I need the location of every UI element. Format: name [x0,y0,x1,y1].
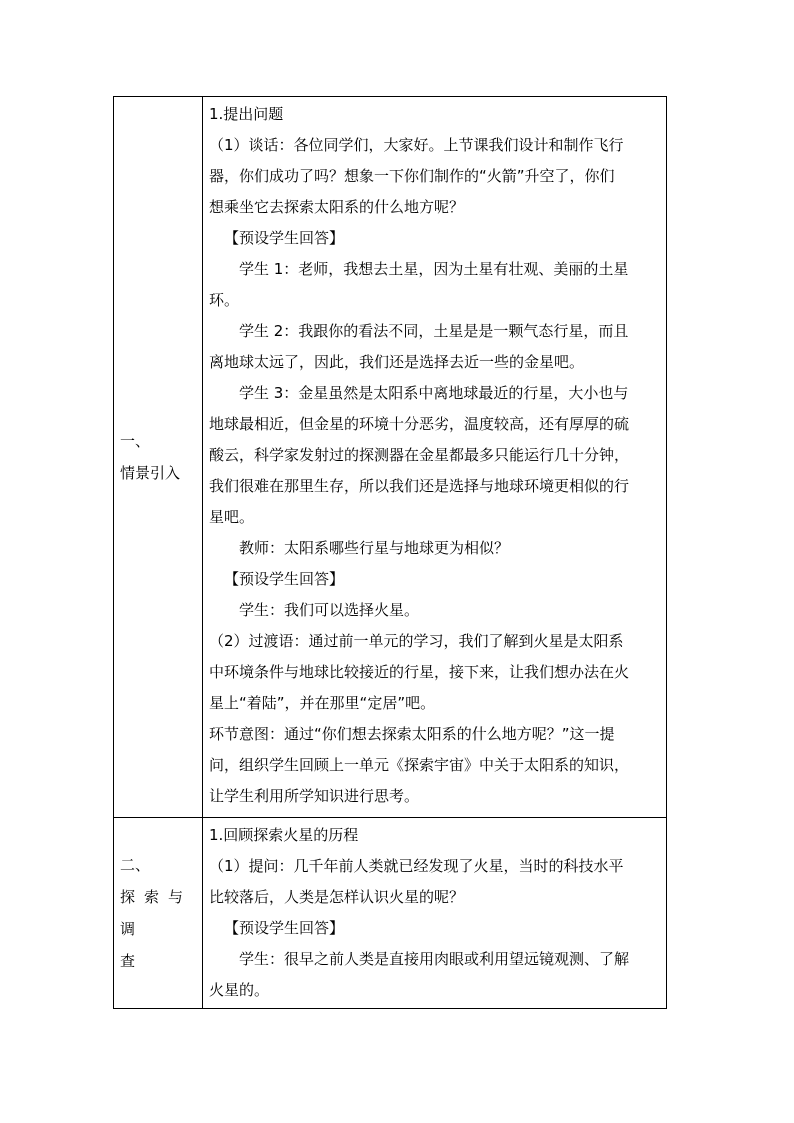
content-line: 星吧。 [209,508,255,526]
content-line: 【预设学生回答】 [224,570,345,588]
content-line: 火星的。 [209,981,270,999]
section-line: 查 [120,952,136,970]
section-line: 探索与调 [120,888,193,938]
lesson-plan-table [113,96,667,1009]
content-cell-2 [203,818,667,1009]
content-line: 【预设学生回答】 [224,229,345,247]
content-line: 离地球太远了，因此，我们还是选择去近一些的金星吧。 [209,353,585,371]
content-line: 学生 3：金星虽然是太阳系中离地球最近的行星，大小也与 [239,384,629,402]
section-cell-2 [114,818,203,1009]
section-cell-1 [114,97,203,818]
content-line: （1）谈话：各位同学们，大家好。上节课我们设计和制作飞行 [209,136,624,154]
content-line: 学生 1：老师，我想去土星，因为土星有壮观、美丽的土星 [239,260,629,278]
table-row-explore-investigate [114,818,667,1009]
content-line: 学生 2：我跟你的看法不同，土星是是一颗气态行星，而且 [239,322,629,340]
content-line: 教师：太阳系哪些行星与地球更为相似？ [239,539,510,557]
section-line: 情景引入 [120,464,181,482]
content-line: 我们很难在那里生存，所以我们还是选择与地球环境更相似的行 [209,477,630,495]
content-line: 环。 [209,291,240,309]
content-line: 【预设学生回答】 [224,919,345,937]
content-line: 让学生利用所学知识进行思考。 [209,787,420,805]
content-line: 问，组织学生回顾上一单元《探索宇宙》中关于太阳系的知识， [209,756,630,774]
section-line: 二、 [120,856,151,874]
content-line: 地球最相近，但金星的环境十分恶劣，温度较高，还有厚厚的硫 [209,415,630,433]
content-line: 环节意图：通过“你们想去探索太阳系的什么地方呢？”这一提 [209,725,615,743]
content-line: 比较落后，人类是怎样认识火星的呢？ [209,888,465,906]
content-cell-1 [203,97,667,818]
section-line: 一、 [120,432,151,450]
content-line: 1.提出问题 [209,105,284,123]
content-line: （2）过渡语：通过前一单元的学习，我们了解到火星是太阳系 [209,632,624,650]
content-line: （1）提问：几千年前人类就已经发现了火星，当时的科技水平 [209,857,624,875]
content-line: 星上“着陆”，并在那里“定居”吧。 [209,694,436,712]
content-line: 学生：我们可以选择火星。 [239,601,420,619]
content-line: 想乘坐它去探索太阳系的什么地方呢？ [209,198,465,216]
content-line: 中环境条件与地球比较接近的行星，接下来，让我们想办法在火 [209,663,630,681]
content-line: 学生：很早之前人类是直接用肉眼或利用望远镜观测、了解 [239,950,630,968]
content-line: 器，你们成功了吗？想象一下你们制作的“火箭”升空了，你们 [209,167,615,185]
content-line: 1.回顾探索火星的历程 [209,826,359,844]
content-line: 酸云，科学家发射过的探测器在金星都最多只能运行几十分钟， [209,446,630,464]
table-row-situation-intro [114,97,667,818]
